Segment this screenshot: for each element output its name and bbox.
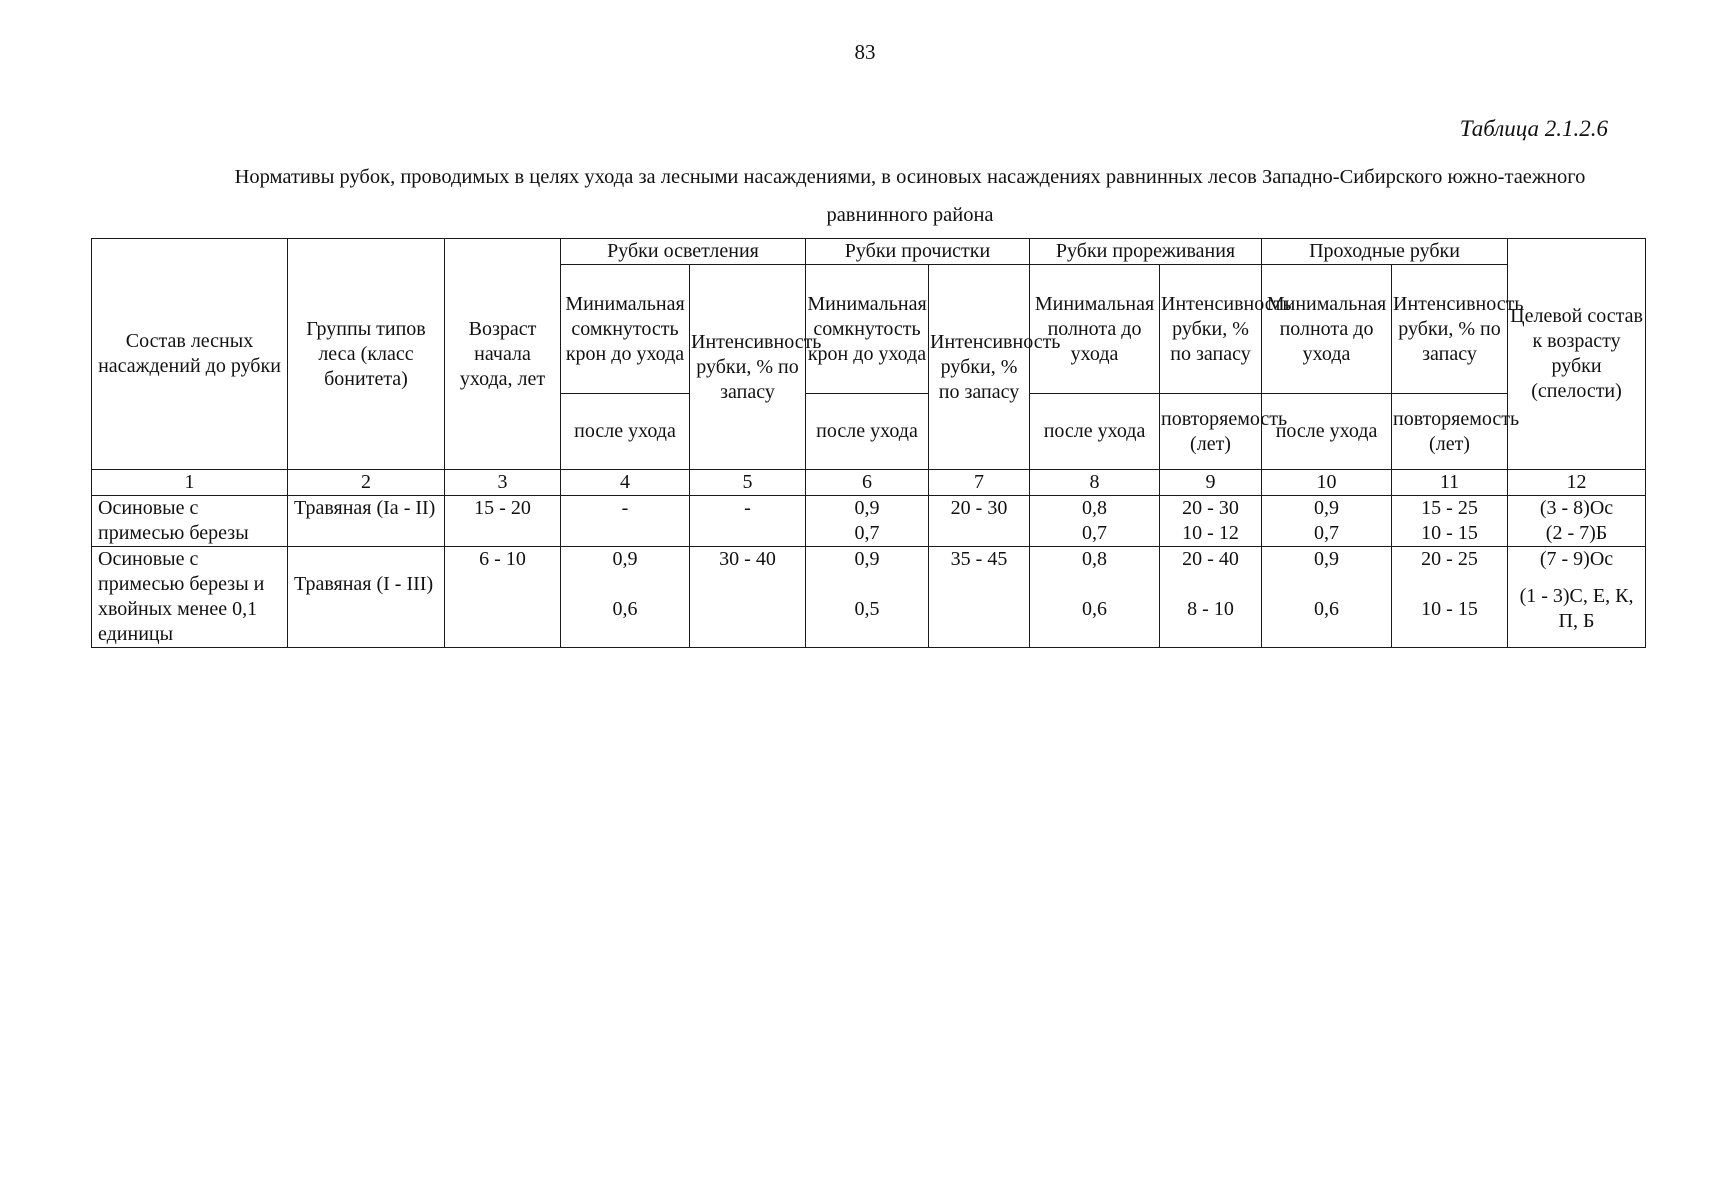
header-min-closure-osvetlenie: Минимальная сомкнутость крон до ухода [561,265,690,394]
table-row [92,496,1646,547]
header-group-prochistki: Рубки прочистки [806,239,1030,265]
table-caption: Нормативы рубок, проводимых в целях ухода за лесными насаждениями, в осиновых насаждениях равнинных лесов Западно-Сибирского южно-таежного равнинного района [234,166,1586,226]
header-target-composition: Целевой состав к возрасту рубки (спелости) [1508,239,1646,470]
value-after: 0,6 [1082,598,1108,620]
value-before: 0,9 [854,548,880,570]
cell-target-composition [1508,496,1646,547]
table-label: Таблица 2.1.2.6 [1459,116,1608,141]
value-before: 0,9 [854,497,880,519]
column-number: 5 [690,470,806,496]
value-after: 0,6 [612,598,638,620]
cell-col8 [1030,547,1160,648]
table-row [92,547,1646,648]
page-number: 83 [854,40,876,64]
value-after: 0,7 [1314,522,1340,544]
cell-col8 [1030,496,1160,547]
header-repeat-11: повторяемость (лет) [1392,394,1508,470]
column-number: 6 [806,470,929,496]
cell-col7: 35 - 45 [929,547,1030,648]
cell-col7: 20 - 30 [929,496,1030,547]
column-number: 3 [445,470,561,496]
value-repeat: 8 - 10 [1187,598,1234,620]
cell-col4 [561,547,690,648]
header-row-groups [92,239,1646,265]
header-intensity-osvetlenie: Интенсивность рубки, % по запасу [690,265,806,470]
target-admixture: (1 - 3)С, Е, К, П, Б [1519,585,1634,632]
header-forest-type-groups: Группы типов леса (класс бонитета) [288,239,445,470]
cell-composition: Осиновые с примесью березы [92,496,288,547]
value-after: 0,7 [854,522,880,544]
cell-col5: - [690,496,806,547]
header-group-osvetlenie: Рубки осветления [561,239,806,265]
header-after-care-10: после ухода [1262,394,1392,470]
value-before: 0,8 [1082,497,1108,519]
column-number: 9 [1160,470,1262,496]
header-after-care-6: после ухода [806,394,929,470]
cell-forest-type: Травяная (Iа - II) [288,496,445,547]
cell-col9 [1160,496,1262,547]
column-number: 1 [92,470,288,496]
header-repeat-9: повторяемость (лет) [1160,394,1262,470]
header-after-care-8: после ухода [1030,394,1160,470]
value-after: 0,6 [1314,598,1340,620]
column-number: 10 [1262,470,1392,496]
cell-col11 [1392,547,1508,648]
header-intensity-prochistki: Интенсивность рубки, % по запасу [929,265,1030,470]
value-after: 0,7 [1082,522,1108,544]
cell-start-age: 6 - 10 [445,547,561,648]
header-intensity-prohodnye: Интенсивность рубки, % по запасу [1392,265,1508,394]
header-start-age: Возраст начала ухода, лет [445,239,561,470]
value-before: 0,9 [1314,548,1340,570]
header-intensity-prorezhivanie: Интенсивность рубки, % по запасу [1160,265,1262,394]
value-intensity: 15 - 25 [1421,497,1478,519]
cell-col4: - [561,496,690,547]
target-main-species: (7 - 9)Ос [1539,548,1614,570]
cell-col6 [806,496,929,547]
column-number: 2 [288,470,445,496]
value-intensity: 20 - 30 [1182,497,1239,519]
header-after-care-4: после ухода [561,394,690,470]
cell-target-composition [1508,547,1646,648]
target-admixture: (2 - 7)Б [1545,522,1608,544]
norms-table [91,238,1646,648]
target-main-species: (3 - 8)Ос [1539,497,1614,519]
value-before: 0,8 [1082,548,1108,570]
cell-col9 [1160,547,1262,648]
cell-col10 [1262,496,1392,547]
cell-col10 [1262,547,1392,648]
value-after: 0,5 [854,598,880,620]
column-number: 11 [1392,470,1508,496]
header-min-density-prohodnye: Минимальная полнота до ухода [1262,265,1392,394]
column-number: 7 [929,470,1030,496]
column-number: 8 [1030,470,1160,496]
forest-type-text: Травяная (I - III) [294,573,434,595]
header-min-closure-prochistki: Минимальная сомкнутость крон до ухода [806,265,929,394]
column-number: 12 [1508,470,1646,496]
header-composition: Состав лесных насаждений до рубки [92,239,288,470]
cell-forest-type [288,547,445,648]
value-before: 0,9 [1314,497,1340,519]
header-group-prorezhivanie: Рубки прореживания [1030,239,1262,265]
value-intensity: 20 - 40 [1182,548,1239,570]
header-group-prohodnye: Проходные рубки [1262,239,1508,265]
value-repeat: 10 - 15 [1421,522,1478,544]
value-intensity: 20 - 25 [1421,548,1478,570]
header-min-density-prorezhivanie: Минимальная полнота до ухода [1030,265,1160,394]
cell-composition: Осиновые с примесью березы и хвойных менее 0,1 единицы [92,547,288,648]
column-number-row [92,470,1646,496]
cell-col11 [1392,496,1508,547]
cell-col6 [806,547,929,648]
value-repeat: 10 - 15 [1421,598,1478,620]
column-number: 4 [561,470,690,496]
cell-col5: 30 - 40 [690,547,806,648]
cell-start-age: 15 - 20 [445,496,561,547]
value-repeat: 10 - 12 [1182,522,1239,544]
value-before: 0,9 [612,548,638,570]
